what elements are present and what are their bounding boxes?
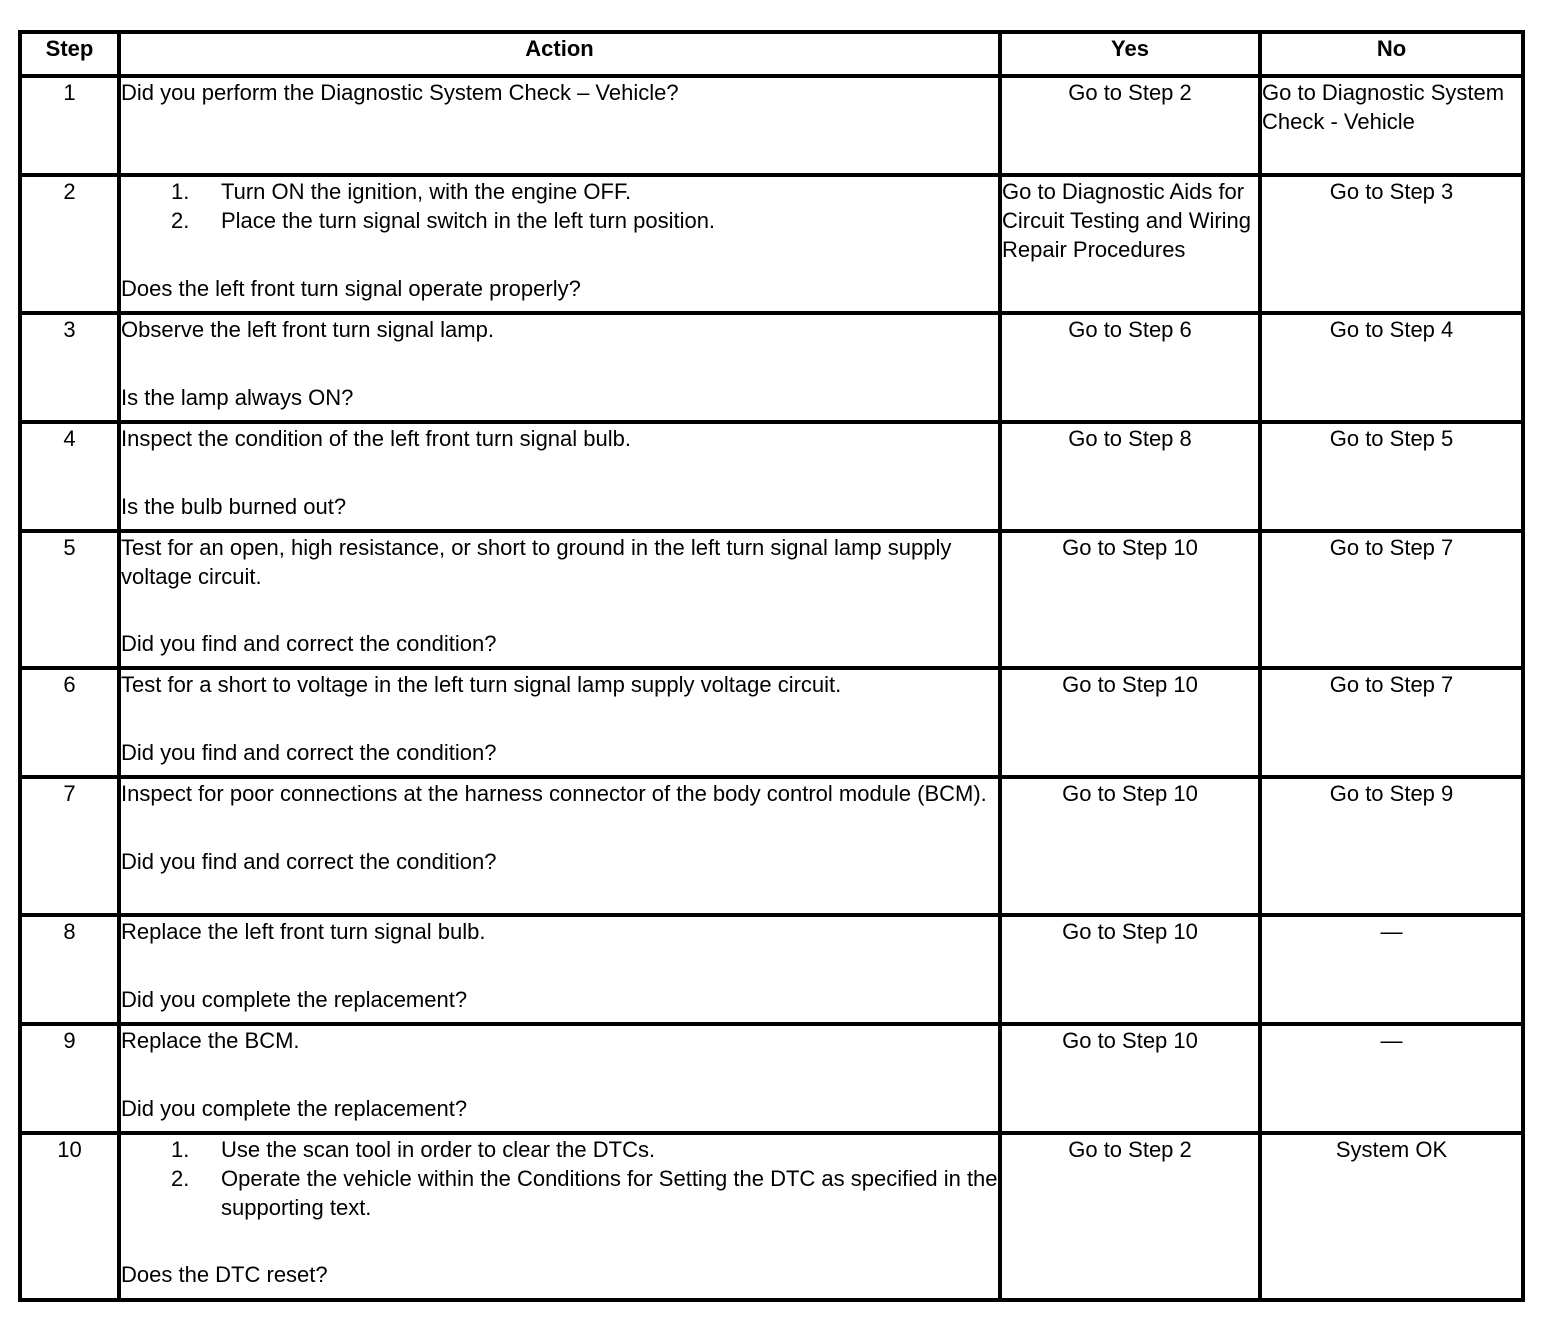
no-cell: Go to Step 7 bbox=[1260, 668, 1523, 777]
list-item-text: Place the turn signal switch in the left turn position. bbox=[221, 208, 716, 233]
table-row bbox=[20, 777, 1523, 915]
list-item bbox=[171, 1135, 998, 1164]
yes-cell: Go to Step 2 bbox=[1000, 76, 1260, 175]
question-text: Is the lamp always ON? bbox=[121, 385, 354, 410]
action-cell bbox=[119, 76, 1000, 175]
action-cell bbox=[119, 668, 1000, 777]
question-text: Did you find and correct the condition? bbox=[121, 849, 497, 874]
action-text: Inspect the condition of the left front turn signal bulb. bbox=[121, 426, 631, 451]
yes-cell: Go to Step 10 bbox=[1000, 1024, 1260, 1133]
no-cell: — bbox=[1260, 915, 1523, 1024]
diagnostic-table bbox=[18, 30, 1525, 1302]
action-cell bbox=[119, 422, 1000, 531]
table-row bbox=[20, 668, 1523, 777]
header-action: Action bbox=[119, 32, 1000, 76]
table-row bbox=[20, 915, 1523, 1024]
list-item bbox=[171, 1164, 998, 1222]
header-step: Step bbox=[20, 32, 119, 76]
header-no: No bbox=[1260, 32, 1523, 76]
action-text: Test for an open, high resistance, or short to ground in the left turn signal lamp supply voltage circuit. bbox=[121, 535, 952, 589]
header-row bbox=[20, 32, 1523, 76]
step-number: 7 bbox=[20, 777, 119, 915]
action-list bbox=[121, 177, 998, 235]
list-item-text: Turn ON the ignition, with the engine OFF. bbox=[221, 179, 632, 204]
action-cell bbox=[119, 175, 1000, 313]
table-row bbox=[20, 531, 1523, 668]
table-row bbox=[20, 1024, 1523, 1133]
question-text: Did you find and correct the condition? bbox=[121, 631, 497, 656]
yes-cell: Go to Step 10 bbox=[1000, 531, 1260, 668]
step-number: 2 bbox=[20, 175, 119, 313]
no-cell: System OK bbox=[1260, 1133, 1523, 1300]
action-text: Test for a short to voltage in the left turn signal lamp supply voltage circuit. bbox=[121, 672, 842, 697]
step-number: 3 bbox=[20, 313, 119, 422]
list-item bbox=[171, 206, 998, 235]
yes-cell: Go to Step 10 bbox=[1000, 668, 1260, 777]
yes-cell: Go to Step 2 bbox=[1000, 1133, 1260, 1300]
list-item bbox=[171, 177, 998, 206]
table-row bbox=[20, 422, 1523, 531]
list-item-text: Use the scan tool in order to clear the DTCs. bbox=[221, 1137, 656, 1162]
table-row bbox=[20, 313, 1523, 422]
yes-cell: Go to Step 10 bbox=[1000, 777, 1260, 915]
action-text: Replace the BCM. bbox=[121, 1028, 300, 1053]
question-text: Did you complete the replacement? bbox=[121, 1096, 468, 1121]
action-list bbox=[121, 1135, 998, 1222]
question-text: Does the DTC reset? bbox=[121, 1262, 328, 1287]
action-cell bbox=[119, 313, 1000, 422]
no-cell: Go to Step 3 bbox=[1260, 175, 1523, 313]
list-item-number: 1. bbox=[171, 179, 190, 204]
action-cell bbox=[119, 777, 1000, 915]
step-number: 8 bbox=[20, 915, 119, 1024]
no-cell: — bbox=[1260, 1024, 1523, 1133]
no-cell: Go to Diagnostic System Check - Vehicle bbox=[1260, 76, 1523, 175]
yes-cell: Go to Diagnostic Aids for Circuit Testing and Wiring Repair Procedures bbox=[1000, 175, 1260, 313]
step-number: 10 bbox=[20, 1133, 119, 1300]
question-text: Does the left front turn signal operate properly? bbox=[121, 276, 581, 301]
action-cell bbox=[119, 531, 1000, 668]
action-text: Replace the left front turn signal bulb. bbox=[121, 919, 486, 944]
no-cell: Go to Step 9 bbox=[1260, 777, 1523, 915]
action-text: Observe the left front turn signal lamp. bbox=[121, 317, 494, 342]
no-cell: Go to Step 7 bbox=[1260, 531, 1523, 668]
step-number: 4 bbox=[20, 422, 119, 531]
action-text: Inspect for poor connections at the harness connector of the body control module (BCM). bbox=[121, 781, 987, 806]
no-cell: Go to Step 4 bbox=[1260, 313, 1523, 422]
step-number: 6 bbox=[20, 668, 119, 777]
step-number: 5 bbox=[20, 531, 119, 668]
yes-cell: Go to Step 8 bbox=[1000, 422, 1260, 531]
list-item-number: 2. bbox=[171, 208, 190, 233]
table-row bbox=[20, 76, 1523, 175]
step-number: 1 bbox=[20, 76, 119, 175]
header-yes: Yes bbox=[1000, 32, 1260, 76]
yes-cell: Go to Step 6 bbox=[1000, 313, 1260, 422]
action-text: Did you perform the Diagnostic System Check – Vehicle? bbox=[121, 80, 679, 105]
yes-cell: Go to Step 10 bbox=[1000, 915, 1260, 1024]
action-cell bbox=[119, 915, 1000, 1024]
action-cell bbox=[119, 1024, 1000, 1133]
action-cell bbox=[119, 1133, 1000, 1300]
question-text: Did you find and correct the condition? bbox=[121, 740, 497, 765]
no-cell: Go to Step 5 bbox=[1260, 422, 1523, 531]
question-text: Is the bulb burned out? bbox=[121, 494, 347, 519]
list-item-number: 2. bbox=[171, 1166, 190, 1191]
step-number: 9 bbox=[20, 1024, 119, 1133]
list-item-number: 1. bbox=[171, 1137, 190, 1162]
table-row bbox=[20, 175, 1523, 313]
list-item-text: Operate the vehicle within the Conditions for Setting the DTC as specified in the supporting text. bbox=[221, 1166, 998, 1220]
question-text: Did you complete the replacement? bbox=[121, 987, 468, 1012]
table-row bbox=[20, 1133, 1523, 1300]
